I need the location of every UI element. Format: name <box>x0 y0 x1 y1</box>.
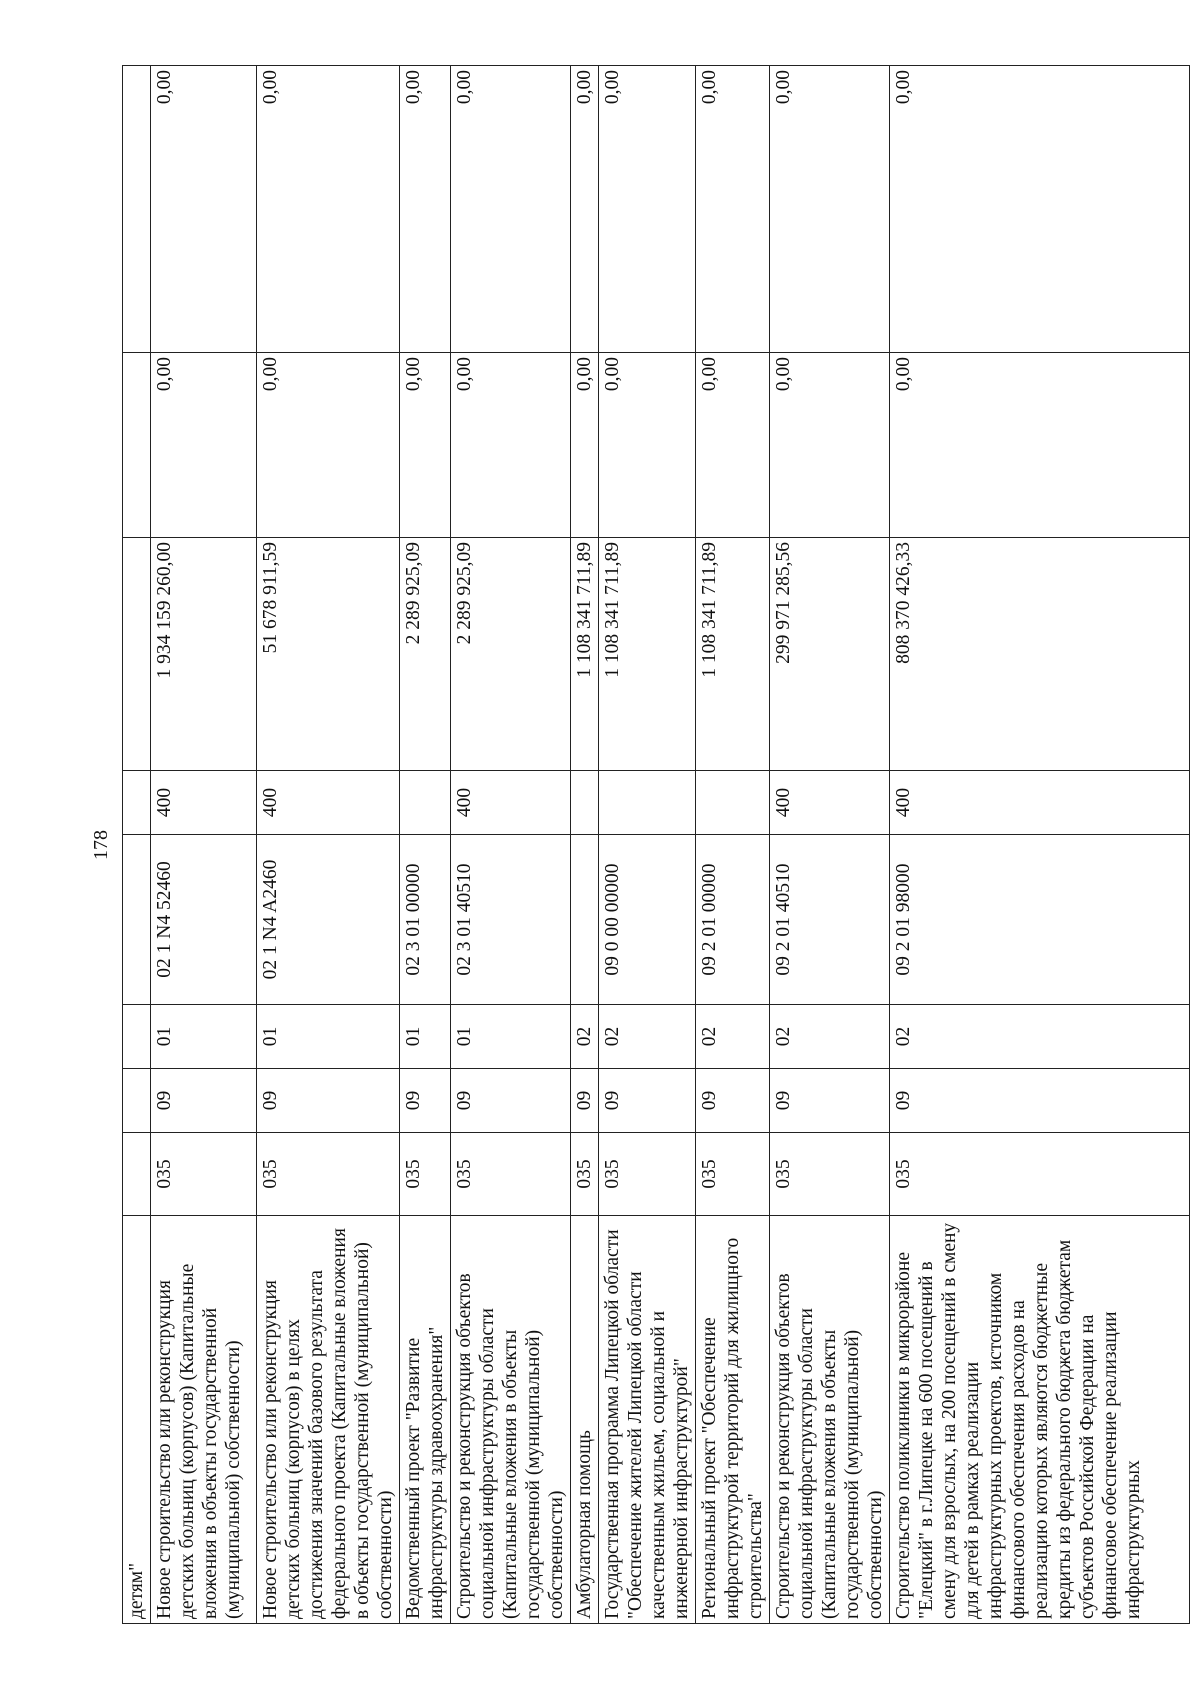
cell-amount-year1: 299 971 285,56 <box>770 538 890 771</box>
cell-amount-year2: 0,00 <box>890 353 1190 538</box>
row-name: Строительство и реконструкция объектов социальной инфраструктуры области (Капитальные вложения в объекты государственной (муниципальной) собственности) <box>451 1216 571 1624</box>
cell-amount-year3: 0,00 <box>257 66 400 353</box>
row-name: Ведомственный проект "Развитие инфраструктуры здравоохранения" <box>400 1216 451 1624</box>
cell-ministry-code: 035 <box>451 1133 571 1216</box>
cell-target-article: 09 0 00 00000 <box>599 835 696 1005</box>
cell-section: 09 <box>400 1069 451 1133</box>
cell-amount-year2: 0,00 <box>400 353 451 538</box>
cell-expense-type: 400 <box>770 771 890 835</box>
cell-amount-year1: 1 108 341 711,89 <box>599 538 696 771</box>
cell-amount-year2: 0,00 <box>696 353 770 538</box>
table-row <box>400 66 451 1624</box>
cell-amount-year1: 808 370 426,33 <box>890 538 1190 771</box>
cell-ministry-code: 035 <box>151 1133 257 1216</box>
cell-section: 09 <box>890 1069 1190 1133</box>
cell-expense-type: 400 <box>890 771 1190 835</box>
cell-target-article: 02 1 N4 A2460 <box>257 835 400 1005</box>
cell-subsection: 02 <box>890 1005 1190 1069</box>
cell-section: 09 <box>696 1069 770 1133</box>
cell-subsection: 01 <box>400 1005 451 1069</box>
cell-subsection: 02 <box>770 1005 890 1069</box>
table-row <box>257 66 400 1624</box>
cell-amount-year3: 0,00 <box>696 66 770 353</box>
budget-table <box>122 65 1190 1624</box>
cell-amount-year3: 0,00 <box>151 66 257 353</box>
cell-target-article: 02 3 01 40510 <box>451 835 571 1005</box>
table-row <box>770 66 890 1624</box>
page-number: 178 <box>90 830 112 860</box>
cell-expense-type <box>599 771 696 835</box>
cell-section: 09 <box>770 1069 890 1133</box>
cell-ministry-code: 035 <box>599 1133 696 1216</box>
cell-amount-year1: 51 678 911,59 <box>257 538 400 771</box>
cell-subsection: 01 <box>451 1005 571 1069</box>
table-row <box>451 66 571 1624</box>
cell-section <box>123 1069 151 1133</box>
cell-ministry-code: 035 <box>257 1133 400 1216</box>
row-name: Новое строительство или реконструкция детских больниц (корпусов) в целях достижения значений базового результата федерального проекта (Капитальные вложения в объекты государственной (муниципальной) собственности) <box>257 1216 400 1624</box>
cell-subsection: 01 <box>151 1005 257 1069</box>
row-name: Строительство поликлиники в микрорайоне "Елецкий" в г.Липецке на 600 посещений в смену для взрослых, на 200 посещений в смену для детей в рамках реализации инфраструктурных проектов, источником финансового обеспечения расходов на реализацию которых являются бюджетные кредиты из федерального бюджета бюджетам субъектов Российской Федерации на финансовое обеспечение реализации инфраструктурных <box>890 1216 1190 1624</box>
cell-amount-year2: 0,00 <box>257 353 400 538</box>
row-name: Государственная программа Липецкой области "Обеспечение жителей Липецкой области качественным жильем, социальной и инженерной инфраструктурой" <box>599 1216 696 1624</box>
cell-ministry-code: 035 <box>890 1133 1190 1216</box>
cell-amount-year3: 0,00 <box>451 66 571 353</box>
cell-section: 09 <box>151 1069 257 1133</box>
cell-ministry-code <box>123 1133 151 1216</box>
cell-amount-year3 <box>123 66 151 353</box>
row-name: Региональный проект "Обеспечение инфраструктурой территорий для жилищного строительства" <box>696 1216 770 1624</box>
cell-amount-year1: 2 289 925,09 <box>400 538 451 771</box>
cell-target-article <box>571 835 599 1005</box>
cell-expense-type: 400 <box>257 771 400 835</box>
cell-amount-year3: 0,00 <box>890 66 1190 353</box>
cell-ministry-code: 035 <box>571 1133 599 1216</box>
cell-expense-type <box>123 771 151 835</box>
table-row <box>151 66 257 1624</box>
cell-target-article <box>123 835 151 1005</box>
cell-section: 09 <box>451 1069 571 1133</box>
cell-target-article: 09 2 01 00000 <box>696 835 770 1005</box>
cell-amount-year1: 1 934 159 260,00 <box>151 538 257 771</box>
cell-expense-type <box>696 771 770 835</box>
cell-ministry-code: 035 <box>696 1133 770 1216</box>
row-name: Новое строительство или реконструкция детских больниц (корпусов) (Капитальные вложения в объекты государственной (муниципальной) собственности) <box>151 1216 257 1624</box>
cell-amount-year3: 0,00 <box>770 66 890 353</box>
table-row <box>599 66 696 1624</box>
cell-expense-type <box>400 771 451 835</box>
row-name: Строительство и реконструкция объектов социальной инфраструктуры области (Капитальные вложения в объекты государственной (муниципальной) собственности) <box>770 1216 890 1624</box>
cell-amount-year2: 0,00 <box>770 353 890 538</box>
cell-amount-year3: 0,00 <box>571 66 599 353</box>
cell-expense-type: 400 <box>451 771 571 835</box>
table-row <box>571 66 599 1624</box>
cell-amount-year1: 1 108 341 711,89 <box>696 538 770 771</box>
cell-subsection: 02 <box>696 1005 770 1069</box>
cell-subsection <box>123 1005 151 1069</box>
cell-amount-year2: 0,00 <box>451 353 571 538</box>
cell-amount-year1 <box>123 538 151 771</box>
row-name: Амбулаторная помощь <box>571 1216 599 1624</box>
cell-amount-year3: 0,00 <box>599 66 696 353</box>
cell-amount-year2: 0,00 <box>571 353 599 538</box>
cell-target-article: 09 2 01 98000 <box>890 835 1190 1005</box>
cell-section: 09 <box>257 1069 400 1133</box>
table-row <box>696 66 770 1624</box>
cell-target-article: 09 2 01 40510 <box>770 835 890 1005</box>
cell-amount-year2 <box>123 353 151 538</box>
cell-amount-year1: 2 289 925,09 <box>451 538 571 771</box>
cell-subsection: 02 <box>599 1005 696 1069</box>
cell-target-article: 02 3 01 00000 <box>400 835 451 1005</box>
cell-amount-year2: 0,00 <box>151 353 257 538</box>
table-row <box>890 66 1190 1624</box>
cell-section: 09 <box>599 1069 696 1133</box>
cell-target-article: 02 1 N4 52460 <box>151 835 257 1005</box>
table-body <box>123 66 1190 1624</box>
cell-expense-type <box>571 771 599 835</box>
cell-amount-year2: 0,00 <box>599 353 696 538</box>
cell-section: 09 <box>571 1069 599 1133</box>
row-name: детям" <box>123 1216 151 1624</box>
cell-ministry-code: 035 <box>400 1133 451 1216</box>
cell-amount-year3: 0,00 <box>400 66 451 353</box>
cell-subsection: 01 <box>257 1005 400 1069</box>
rotated-table-frame <box>122 66 1144 1624</box>
cell-amount-year1: 1 108 341 711,89 <box>571 538 599 771</box>
cell-ministry-code: 035 <box>770 1133 890 1216</box>
cell-expense-type: 400 <box>151 771 257 835</box>
table-row <box>123 66 151 1624</box>
cell-subsection: 02 <box>571 1005 599 1069</box>
table-container <box>122 66 1144 1624</box>
